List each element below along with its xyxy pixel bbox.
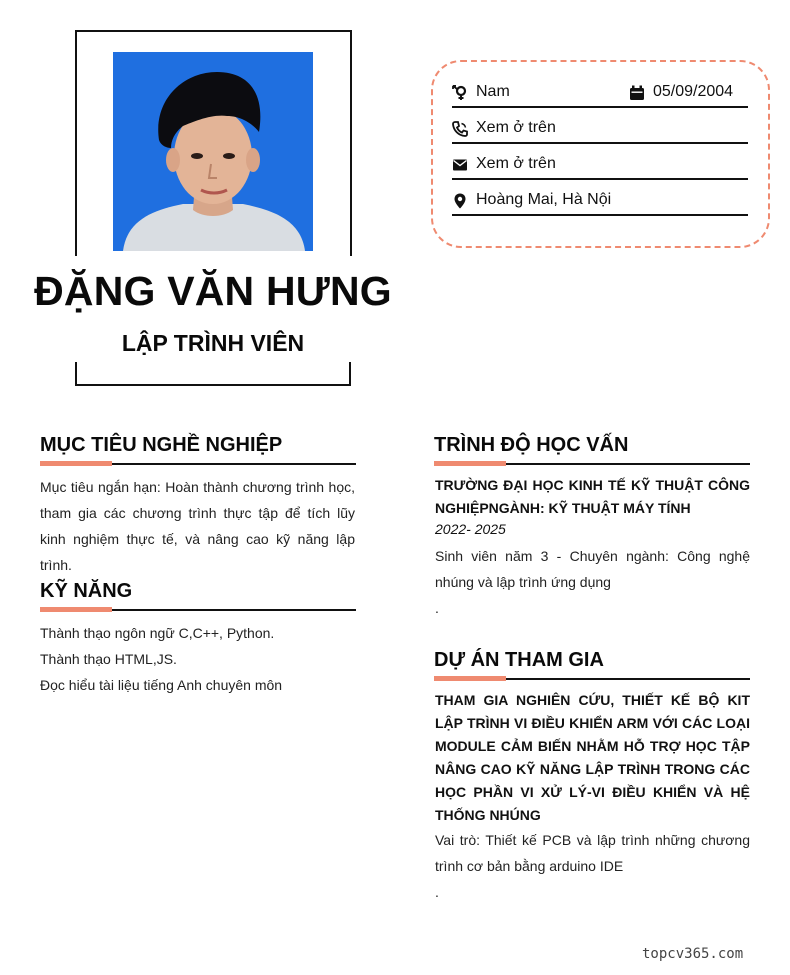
objective-text: Mục tiêu ngắn hạn: Hoàn thành chương trình học, tham gia các chương trình thực tập để tích lũy kinh nghiệm thực tế, và nâng cao kỹ năng lập trình. [40,479,355,573]
envelope-icon [452,157,468,173]
map-pin-icon [452,193,468,209]
phone-icon [452,121,468,137]
gender-icon [452,85,468,101]
gender-value: Nam [476,83,510,100]
projects-heading-accent [434,676,506,681]
contact-row-gender-birthday [452,82,748,108]
skill-item: Đọc hiểu tài liệu tiếng Anh chuyên môn [40,677,283,693]
address-value: Hoàng Mai, Hà Nội [476,191,612,208]
skills-heading: KỸ NĂNG [40,580,133,602]
calendar-icon [629,85,645,101]
header-frame-bottom [75,362,351,386]
profile-photo-portrait [113,52,313,251]
project-role: Vai trò: Thiết kế PCB và lập trình những chương trình cơ bản bằng arduino IDE [435,832,750,874]
education-trailing: . [435,600,439,616]
contact-row-email [452,154,748,180]
skill-item: Thành thạo HTML,JS. [40,651,177,667]
email-value: Xem ở trên [476,155,556,172]
education-heading-accent [434,461,506,466]
job-title: LẬP TRÌNH VIÊN [121,330,305,356]
objective-heading: MỤC TIÊU NGHỀ NGHIỆP [40,434,283,456]
skill-item: Thành thạo ngôn ngữ C,C++, Python. [40,625,275,641]
objective-heading-accent [40,461,112,466]
phone-value: Xem ở trên [476,119,556,136]
contact-row-address [452,190,748,216]
education-period: 2022- 2025 [435,521,506,537]
profile-photo [113,52,313,251]
education-school: TRƯỜNG ĐẠI HỌC KINH TẾ KỸ THUẬT CÔNG NGHIỆPNGÀNH: KỸ THUẬT MÁY TÍNH [435,477,750,516]
project-trailing: . [435,884,439,900]
contact-row-phone [452,118,748,144]
skills-heading-accent [40,607,112,612]
projects-heading: DỰ ÁN THAM GIA [434,649,604,671]
footer-watermark: topcv365.com [642,946,744,962]
birthday-value: 05/09/2004 [653,83,734,100]
project-name: THAM GIA NGHIÊN CỨU, THIẾT KẾ BỘ KIT LẬP TRÌNH VI ĐIỀU KHIỂN ARM VỚI CÁC LOẠI MODULE CẢM BIẾN NHẰM HỖ TRỢ HỌC TẬP NÂNG CAO KỸ NĂNG LẬP TRÌNH TRONG CÁC HỌC PHẦN VI XỬ LÝ-VI ĐIỀU KHIỂN VÀ HỆ THỐNG NHÚNG [435,692,750,823]
education-heading: TRÌNH ĐỘ HỌC VẤN [434,434,629,456]
education-description: Sinh viên năm 3 - Chuyên ngành: Công nghệ nhúng và lập trình ứng dụng [435,548,750,590]
candidate-name: ĐẶNG VĂN HƯNG [34,268,392,314]
